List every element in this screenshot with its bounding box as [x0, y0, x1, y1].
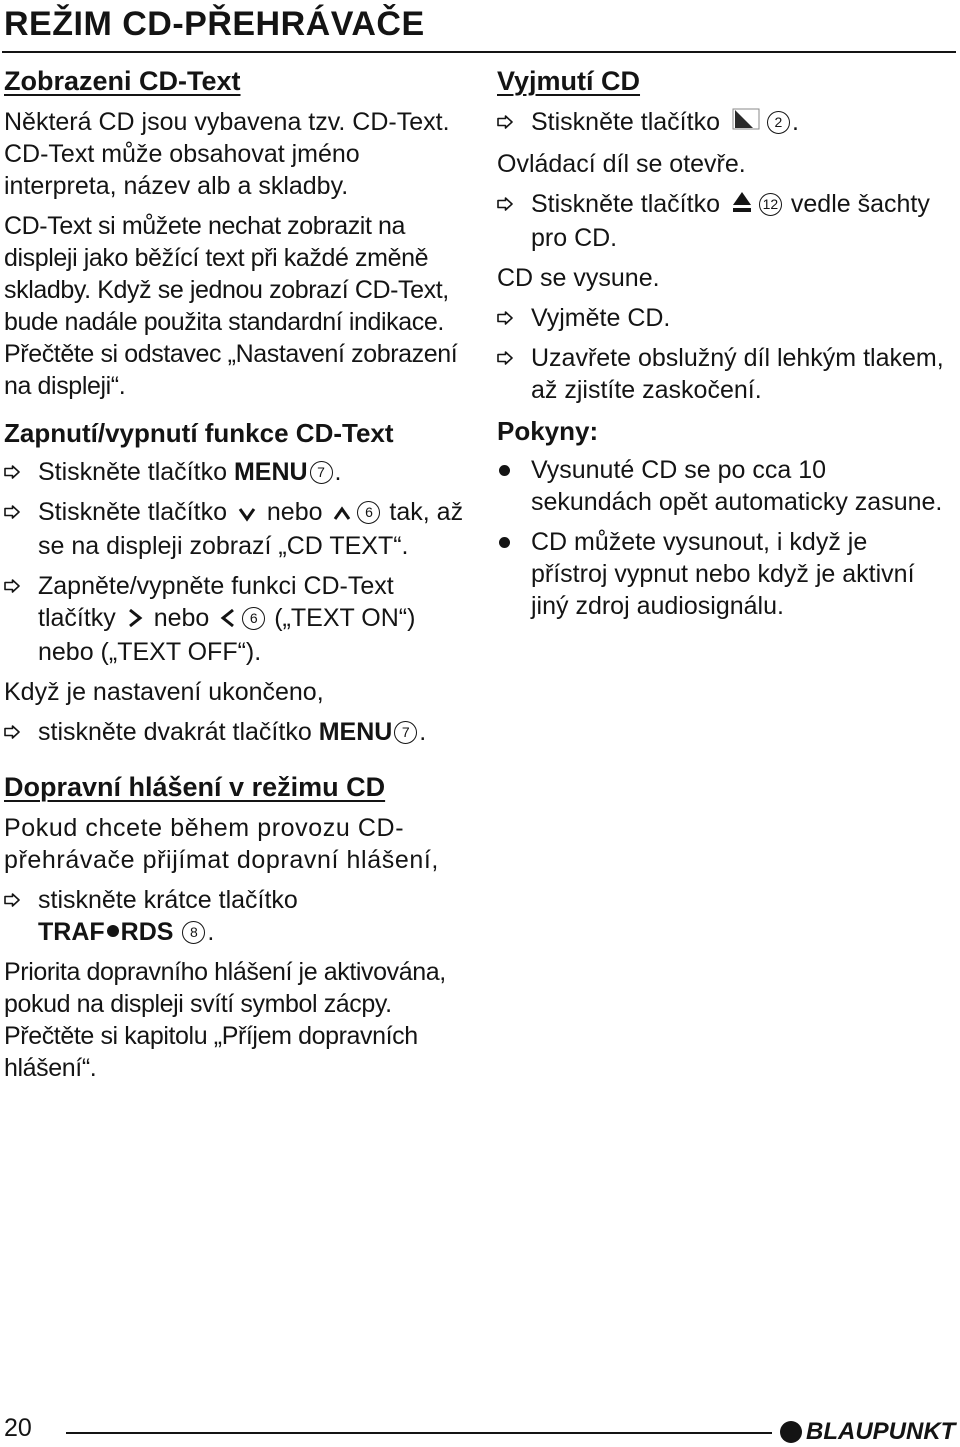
- step-arrow-icon: [4, 893, 20, 907]
- rds-key-label: RDS: [120, 918, 174, 946]
- bullet-dot-icon: [499, 465, 510, 476]
- step-arrow-icon: [497, 197, 513, 211]
- traffic-heading: Dopravní hlášení v režimu CD: [4, 772, 386, 802]
- brand-logo: [780, 1417, 955, 1447]
- step-arrow-icon: [497, 311, 513, 325]
- step-text: Stiskněte tlačítko: [38, 498, 227, 526]
- callout-number: 7: [310, 461, 333, 484]
- traffic-intro-paragraph: Pokud chcete během provozu CD-přehrávače přijímat dopravní hlášení,: [4, 814, 439, 874]
- cd-text-running-paragraph: CD-Text si můžete nechat zobrazit na displeji jako běžící text při každé změně skladby. Když se jednou zobrazí CD-Text, bude nadále použita standardní indikace. Přečtěte si odstavec „Nastavení zobrazení na displeji“.: [4, 212, 458, 400]
- bullet-dot-icon: [499, 537, 510, 548]
- step-arrow-icon: [4, 579, 20, 593]
- step-press-traf: [4, 884, 466, 948]
- cd-text-toggle-heading: Zapnutí/vypnutí funkce CD-Text: [4, 418, 394, 448]
- step-text-rest: tak, až se na displeji zobrazí „CD TEXT“.: [38, 498, 464, 560]
- callout-number: 12: [759, 193, 782, 216]
- step-text: Stiskněte tlačítko: [531, 190, 720, 218]
- step-text: Vyjměte CD.: [531, 304, 671, 332]
- step-punct: .: [334, 458, 342, 486]
- cd-text-toggle-section: [4, 416, 466, 748]
- step-press-menu-twice: [4, 716, 466, 748]
- menu-key-label: MENU: [233, 458, 308, 486]
- step-text-rest: vedle šachty pro CD.: [531, 190, 930, 252]
- step-arrow-icon: [497, 351, 513, 365]
- callout-number: 2: [767, 111, 790, 134]
- notes-heading: Pokyny:: [497, 416, 599, 446]
- open-panel-icon: [731, 106, 761, 140]
- page-title: REŽIM CD-PŘEHRÁVAČE: [4, 5, 425, 43]
- note-text: CD můžete vysunout, i když je přístroj vypnut nebo když je aktivní jiný zdroj audiosignálu.: [531, 528, 915, 620]
- chevron-left-icon: [220, 604, 236, 636]
- callout-number: 6: [357, 501, 380, 524]
- step-text: Uzavřete obslužný díl lehkým tlakem, až zjistíte zaskočení.: [531, 344, 944, 404]
- traf-dot-icon: [107, 925, 119, 937]
- step-press-menu: [4, 456, 466, 488]
- brand-dot-icon: [780, 1421, 802, 1443]
- traffic-section: [4, 770, 466, 1084]
- step-press-open: [497, 106, 947, 140]
- settings-done-text: Když je nastavení ukončeno,: [4, 678, 324, 706]
- step-remove-cd: [497, 302, 947, 334]
- notes-section: [497, 414, 947, 622]
- callout-number: 6: [242, 607, 265, 630]
- left-column: [4, 64, 466, 1092]
- chevron-down-icon: [238, 498, 256, 530]
- step-close-panel: [497, 342, 947, 406]
- eject-section: [497, 64, 947, 406]
- traf-key-label: TRAF: [38, 918, 105, 946]
- step-punct: .: [419, 718, 427, 746]
- cd-text-intro-paragraph: Některá CD jsou vybavena tzv. CD-Text. CD-Text může obsahovat jméno interpreta, název alb a skladby.: [4, 108, 450, 200]
- right-column: [497, 64, 947, 630]
- note-item: [497, 454, 947, 518]
- note-text: Vysunuté CD se po cca 10 sekundách opět automaticky zasune.: [531, 456, 943, 516]
- eject-heading: Vyjmutí CD: [497, 66, 641, 96]
- brand-name: BLAUPUNKT: [806, 1418, 956, 1445]
- menu-key-label: MENU: [318, 718, 393, 746]
- step-press-up-down: [4, 496, 466, 562]
- step-toggle-left-right: [4, 570, 466, 668]
- step-text: stiskněte krátce tlačítko: [38, 886, 298, 914]
- step-punct: .: [791, 108, 799, 136]
- title-rule: [2, 51, 956, 53]
- step-arrow-icon: [4, 725, 20, 739]
- step-arrow-icon: [497, 115, 513, 129]
- step-arrow-icon: [4, 505, 20, 519]
- step-text-rest: („TEXT ON“) nebo („TEXT OFF“).: [38, 604, 416, 666]
- step-text-or: nebo: [153, 604, 210, 632]
- step-text-or: nebo: [266, 498, 323, 526]
- step-text: Stiskněte tlačítko: [531, 108, 720, 136]
- step-arrow-icon: [4, 465, 20, 479]
- step-punct: .: [207, 918, 215, 946]
- note-item: [497, 526, 947, 622]
- chevron-up-icon: [333, 498, 351, 530]
- eject-icon: [731, 190, 753, 222]
- step-text: Zapněte/vypněte funkci CD-Text tlačítky: [38, 572, 394, 632]
- callout-number: 7: [394, 721, 417, 744]
- result-cd-ejects: CD se vysune.: [497, 264, 660, 292]
- callout-number: 8: [182, 921, 205, 944]
- cd-text-display-heading: Zobrazeni CD-Text: [4, 66, 241, 96]
- result-panel-opens: Ovládací díl se otevře.: [497, 150, 746, 178]
- traffic-priority-paragraph: Priorita dopravního hlášení je aktivována, pokud na displeji svítí symbol zácpy. Přečtěte si kapitolu „Příjem dopravních hlášení“.: [4, 958, 446, 1082]
- cd-text-display-section: [4, 64, 466, 402]
- chevron-right-icon: [127, 604, 143, 636]
- step-text: stiskněte dvakrát tlačítko: [38, 718, 319, 746]
- footer-rule: [66, 1432, 772, 1434]
- step-text: Stiskněte tlačítko: [38, 458, 234, 486]
- step-press-eject: [497, 188, 947, 254]
- page-number: 20: [4, 1414, 32, 1442]
